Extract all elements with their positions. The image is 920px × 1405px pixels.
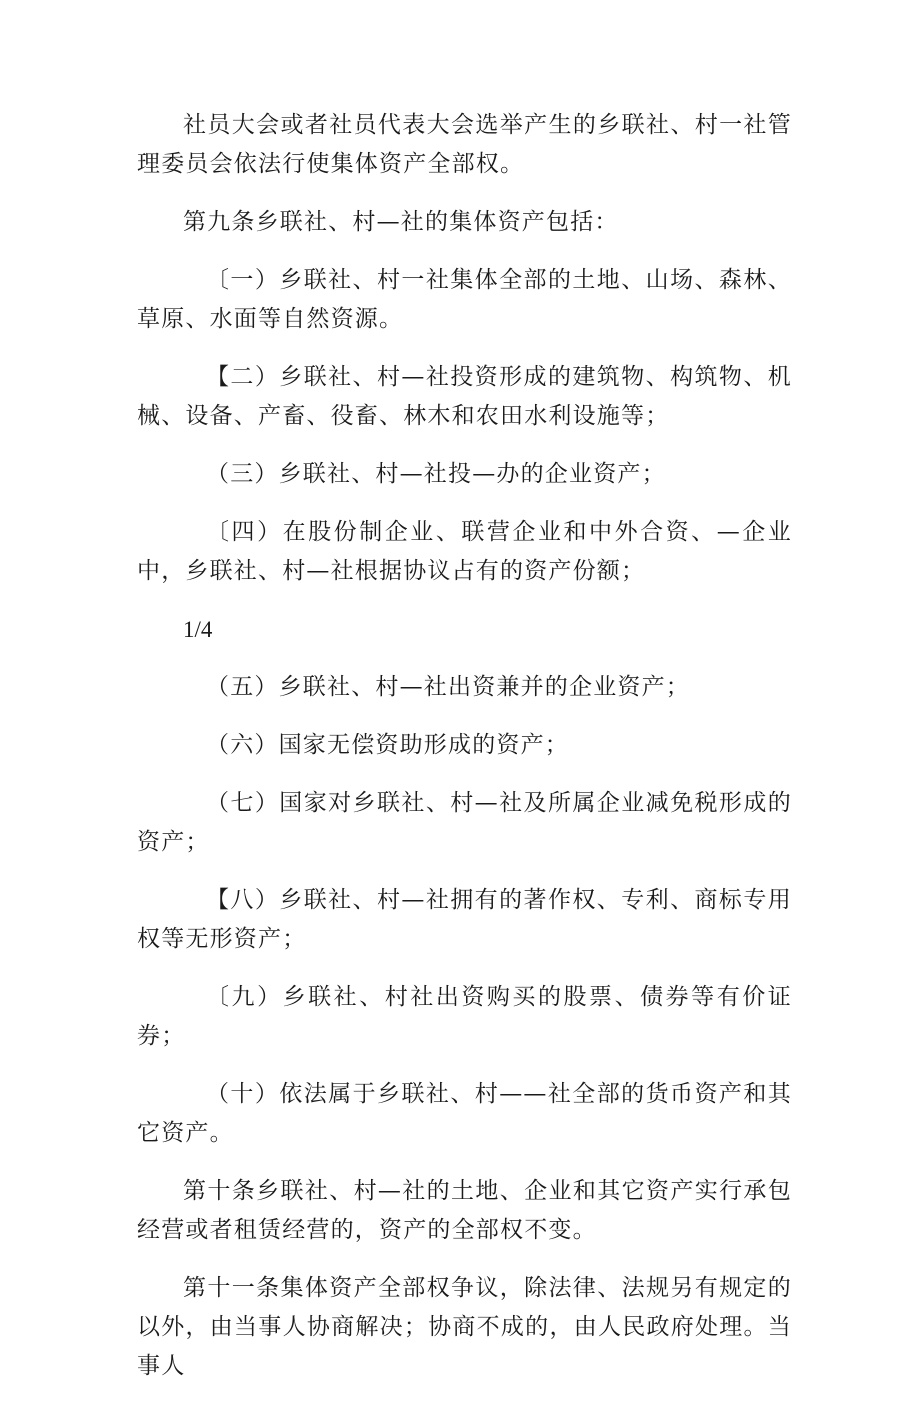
list-item-1: 〔一）乡联社、村一社集体全部的土地、山场、森林、草原、水面等自然资源。 xyxy=(137,267,792,332)
list-item-9: 〔九）乡联社、村社出资购买的股票、债券等有价证券； xyxy=(137,984,792,1049)
list-item-10: （十）依法属于乡联社、村——社全部的货币资产和其它资产。 xyxy=(137,1081,792,1146)
list-item-2: 【二）乡联社、村—社投资形成的建筑物、构筑物、机械、设备、产畜、役畜、林木和农田水利设施等； xyxy=(137,364,792,429)
paragraph-article-10: 第十条乡联社、村—社的土地、企业和其它资产实行承包经营或者租赁经营的，资产的全部权不变。 xyxy=(137,1178,792,1243)
list-item-3: （三）乡联社、村—社投—办的企业资产； xyxy=(206,461,666,487)
document-body xyxy=(137,106,792,1405)
page-number: 1/4 xyxy=(183,617,213,642)
paragraph-management-committee: 社员大会或者社员代表大会选举产生的乡联社、村一社管理委员会依法行使集体资产全部权。 xyxy=(137,112,792,177)
paragraph-article-11: 第十一条集体资产全部权争议，除法律、法规另有规定的以外，由当事人协商解决；协商不成的，由人民政府处理。当事人 xyxy=(137,1275,792,1379)
list-item-7: （七）国家对乡联社、村—社及所属企业减免税形成的资产； xyxy=(137,790,792,855)
list-item-8: 【八）乡联社、村—社拥有的著作权、专利、商标专用权等无形资产； xyxy=(137,887,792,952)
list-item-5: （五）乡联社、村—社出资兼并的企业资产； xyxy=(206,674,690,700)
list-item-6: （六）国家无偿资助形成的资产； xyxy=(206,732,569,758)
list-item-4: 〔四）在股份制企业、联营企业和中外合资、—企业中，乡联社、村—社根据协议占有的资产份额； xyxy=(137,519,792,584)
paragraph-article-9: 第九条乡联社、村—社的集体资产包括： xyxy=(183,209,619,235)
